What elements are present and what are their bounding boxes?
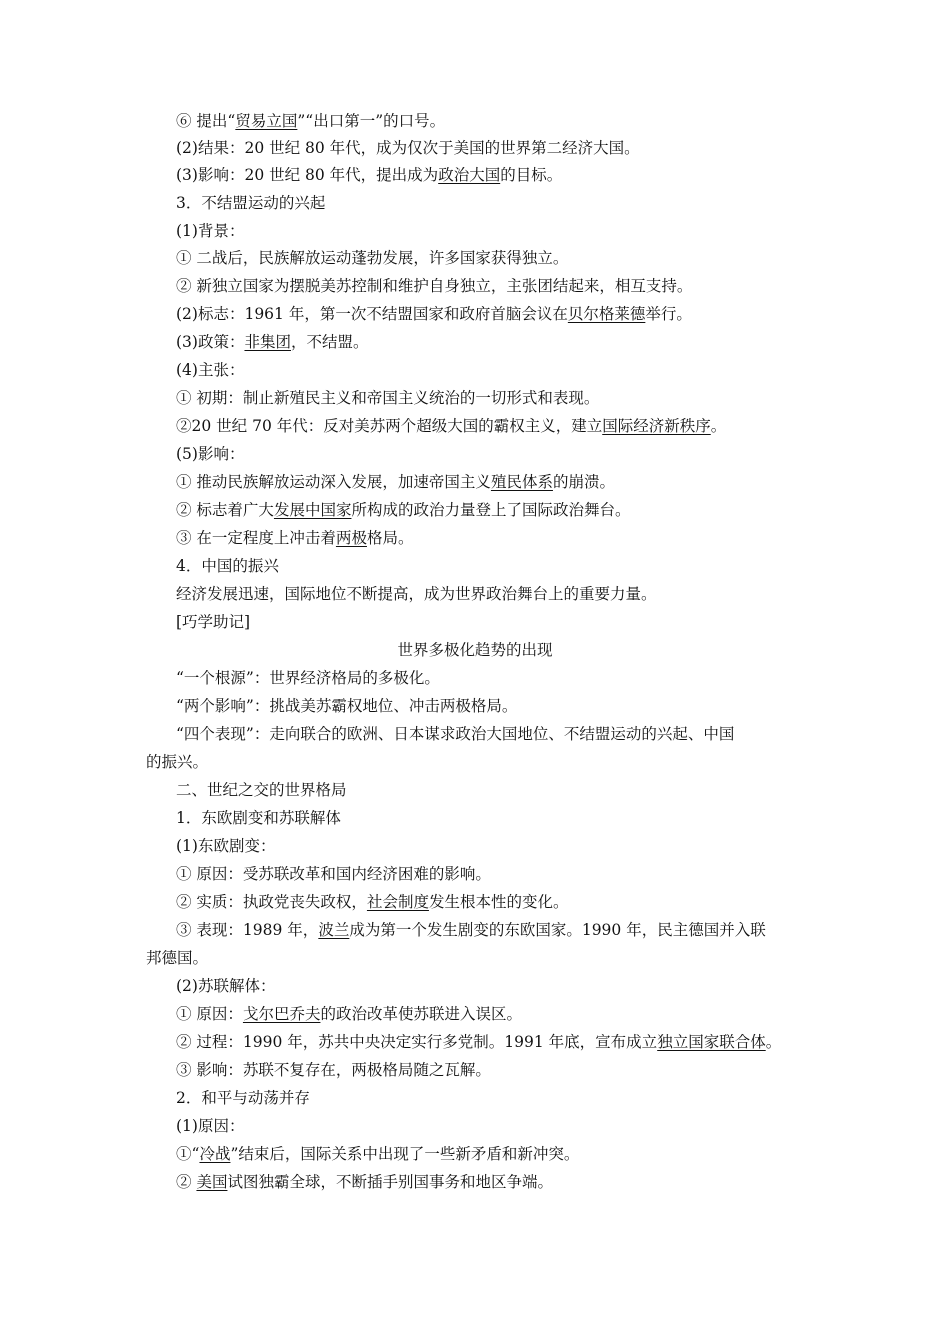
text-run: 4．中国的振兴 bbox=[176, 557, 279, 575]
text-run: ① 原因： bbox=[176, 1005, 243, 1023]
underlined-term: 戈尔巴乔夫 bbox=[242, 1005, 321, 1023]
text-run: ②20 世纪 70 年代：反对美苏两个超级大国的霸权主义，建立 bbox=[176, 417, 603, 435]
text-line bbox=[0, 555, 950, 577]
text-run: [巧学助记] bbox=[176, 613, 251, 631]
text-line bbox=[0, 919, 950, 941]
text-run: (2)结果：20 世纪 80 年代，成为仅次于美国的世界第二经济大国。 bbox=[176, 139, 640, 157]
underlined-term: 贸易立国 bbox=[235, 112, 298, 130]
text-line bbox=[0, 331, 950, 353]
text-run: ③ 影响：苏联不复存在，两极格局随之瓦解。 bbox=[176, 1061, 491, 1079]
text-run: 的振兴。 bbox=[146, 753, 209, 771]
text-line bbox=[0, 611, 950, 633]
text-run: ⑥ 提出“ bbox=[176, 112, 236, 130]
text-run: “四个表现”：走向联合的欧洲、日本谋求政治大国地位、不结盟运动的兴起、中国 bbox=[176, 725, 735, 743]
text-line bbox=[0, 1059, 950, 1081]
underlined-term: 政治大国 bbox=[438, 166, 501, 184]
underlined-term: 非集团 bbox=[244, 333, 291, 351]
text-line bbox=[0, 110, 950, 132]
text-run: 世界多极化趋势的出现 bbox=[397, 641, 553, 659]
underlined-term: 殖民体系 bbox=[490, 473, 553, 491]
text-line bbox=[0, 1087, 950, 1109]
text-run: ② bbox=[176, 1173, 197, 1191]
text-run: 。 bbox=[710, 417, 727, 435]
text-run: 的目标。 bbox=[500, 166, 563, 184]
text-run: (3)影响：20 世纪 80 年代，提出成为 bbox=[176, 166, 439, 184]
text-run: ② 标志着广大 bbox=[176, 501, 274, 519]
text-line bbox=[0, 415, 950, 437]
text-run: (2)标志：1961 年，第一次不结盟国家和政府首脑会议在 bbox=[176, 305, 568, 323]
text-run: 邦德国。 bbox=[146, 949, 209, 967]
text-run: ② 过程：1990 年，苏共中央决定实行多党制。1991 年底，宣布成立 bbox=[176, 1033, 658, 1051]
text-line bbox=[0, 1143, 950, 1165]
text-run: ① 二战后，民族解放运动蓬勃发展，许多国家获得独立。 bbox=[176, 249, 569, 267]
text-line bbox=[0, 359, 950, 381]
text-run: ”结束后，国际关系中出现了一些新矛盾和新冲突。 bbox=[230, 1145, 580, 1163]
text-line bbox=[0, 1003, 950, 1025]
text-line bbox=[0, 695, 950, 717]
text-line bbox=[0, 387, 950, 409]
underlined-term: 贝尔格莱德 bbox=[567, 305, 646, 323]
text-run: 所构成的政治力量登上了国际政治舞台。 bbox=[351, 501, 631, 519]
text-run: 二、世纪之交的世界格局 bbox=[176, 781, 347, 799]
text-line bbox=[0, 471, 950, 493]
text-run: ”“出口第一”的口号。 bbox=[297, 112, 446, 130]
text-run: ① 初期：制止新殖民主义和帝国主义统治的一切形式和表现。 bbox=[176, 389, 600, 407]
text-line bbox=[0, 779, 950, 801]
text-run: 1．东欧剧变和苏联解体 bbox=[176, 809, 341, 827]
text-run: 的崩溃。 bbox=[552, 473, 615, 491]
text-line bbox=[0, 164, 950, 186]
text-run: (1)原因： bbox=[176, 1117, 245, 1135]
text-run: ③ 表现：1989 年， bbox=[176, 921, 319, 939]
text-run: ③ 在一定程度上冲击着 bbox=[176, 529, 336, 547]
text-run: ① 原因：受苏联改革和国内经济困难的影响。 bbox=[176, 865, 491, 883]
text-run: (1)背景： bbox=[176, 222, 245, 240]
text-line bbox=[0, 1115, 950, 1137]
text-run: (5)影响： bbox=[176, 445, 245, 463]
text-run: “两个影响”：挑战美苏霸权地位、冲击两极格局。 bbox=[176, 697, 518, 715]
text-line bbox=[0, 275, 950, 297]
underlined-term: 波兰 bbox=[318, 921, 350, 939]
text-run: 的政治改革使苏联进入误区。 bbox=[320, 1005, 522, 1023]
underlined-term: 冷战 bbox=[199, 1145, 231, 1163]
text-line bbox=[0, 527, 950, 549]
text-line bbox=[0, 891, 950, 913]
text-run: 举行。 bbox=[645, 305, 692, 323]
text-run: (1)东欧剧变： bbox=[176, 837, 276, 855]
text-line bbox=[0, 751, 950, 773]
text-line bbox=[0, 667, 950, 689]
text-run: 成为第一个发生剧变的东欧国家。1990 年，民主德国并入联 bbox=[349, 921, 766, 939]
text-line bbox=[0, 639, 950, 661]
text-run: (4)主张： bbox=[176, 361, 245, 379]
text-run: ①“ bbox=[176, 1145, 200, 1163]
text-line bbox=[0, 1171, 950, 1193]
text-line bbox=[0, 137, 950, 159]
underlined-term: 美国 bbox=[196, 1173, 228, 1191]
text-line bbox=[0, 499, 950, 521]
text-run: 试图独霸全球，不断插手别国事务和地区争端。 bbox=[227, 1173, 553, 1191]
text-run: 。 bbox=[765, 1033, 782, 1051]
text-line bbox=[0, 220, 950, 242]
text-line bbox=[0, 192, 950, 214]
text-line bbox=[0, 975, 950, 997]
text-run: ① 推动民族解放运动深入发展，加速帝国主义 bbox=[176, 473, 491, 491]
text-line bbox=[0, 723, 950, 745]
text-line bbox=[0, 583, 950, 605]
text-run: ② 实质：执政党丧失政权， bbox=[176, 893, 367, 911]
text-run: 发生根本性的变化。 bbox=[428, 893, 569, 911]
underlined-term: 国际经济新秩序 bbox=[602, 417, 711, 435]
text-run: (2)苏联解体： bbox=[176, 977, 276, 995]
text-line bbox=[0, 807, 950, 829]
underlined-term: 发展中国家 bbox=[273, 501, 352, 519]
text-run: 格局。 bbox=[366, 529, 414, 547]
underlined-term: 独立国家联合体 bbox=[657, 1033, 766, 1051]
text-line bbox=[0, 247, 950, 269]
underlined-term: 社会制度 bbox=[366, 893, 429, 911]
text-line bbox=[0, 947, 950, 969]
text-run: (3)政策： bbox=[176, 333, 245, 351]
text-run: “一个根源”：世界经济格局的多极化。 bbox=[176, 669, 440, 687]
text-line bbox=[0, 303, 950, 325]
underlined-term: 两极 bbox=[335, 529, 367, 547]
text-line bbox=[0, 863, 950, 885]
text-line bbox=[0, 443, 950, 465]
text-run: 2．和平与动荡并存 bbox=[176, 1089, 310, 1107]
text-run: 经济发展迅速，国际地位不断提高，成为世界政治舞台上的重要力量。 bbox=[176, 585, 657, 603]
text-line bbox=[0, 1031, 950, 1053]
text-line bbox=[0, 835, 950, 857]
text-run: 3．不结盟运动的兴起 bbox=[176, 194, 326, 212]
text-run: ② 新独立国家为摆脱美苏控制和维护自身独立，主张团结起来，相互支持。 bbox=[176, 277, 693, 295]
text-run: ，不结盟。 bbox=[290, 333, 369, 351]
